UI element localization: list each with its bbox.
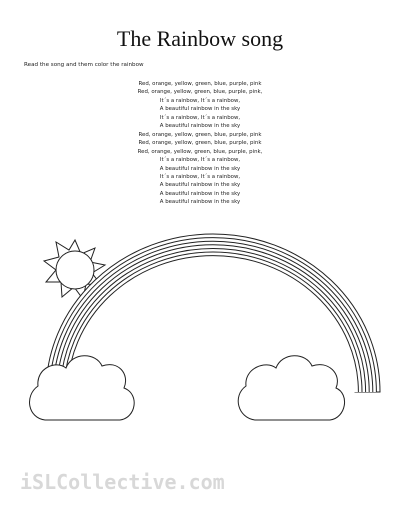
- lyric-line: A beautiful rainbow in the sky: [159, 165, 241, 172]
- watermark: iSLCollective.com: [20, 470, 225, 494]
- page-title: The Rainbow song: [116, 26, 284, 51]
- lyric-line: It´s a rainbow, It´s a rainbow,: [159, 157, 241, 164]
- lyric-line: It´s a rainbow, It´s a rainbow,: [159, 173, 241, 180]
- lyric-line: Red, orange, yellow, green, blue, purple, pink: [138, 131, 262, 138]
- lyric-line: A beautiful rainbow in the sky: [159, 123, 241, 130]
- lyric-line: Red, orange, yellow, green, blue, purple, pink: [138, 140, 262, 147]
- lyric-line: Red, orange, yellow, green, blue, purple, pink,: [137, 148, 263, 155]
- lyric-line: A beautiful rainbow in the sky: [159, 182, 241, 189]
- lyric-line: Red, orange, yellow, green, blue, purple, pink: [138, 81, 262, 87]
- lyric-line: A beautiful rainbow in the sky: [159, 199, 241, 206]
- lyric-line: A beautiful rainbow in the sky: [159, 106, 241, 113]
- instruction-text: Read the song and them color the rainbow: [24, 62, 144, 68]
- song-lyrics: [125, 80, 275, 207]
- lyric-line: A beautiful rainbow in the sky: [159, 190, 241, 197]
- lyric-line: It´s a rainbow, It´s a rainbow,: [159, 114, 241, 121]
- lyric-line: Red, orange, yellow, green, blue, purple, pink,: [137, 89, 263, 96]
- lyric-line: It´s a rainbow, It´s a rainbow,: [159, 97, 241, 104]
- rainbow-illustration: [0, 225, 400, 460]
